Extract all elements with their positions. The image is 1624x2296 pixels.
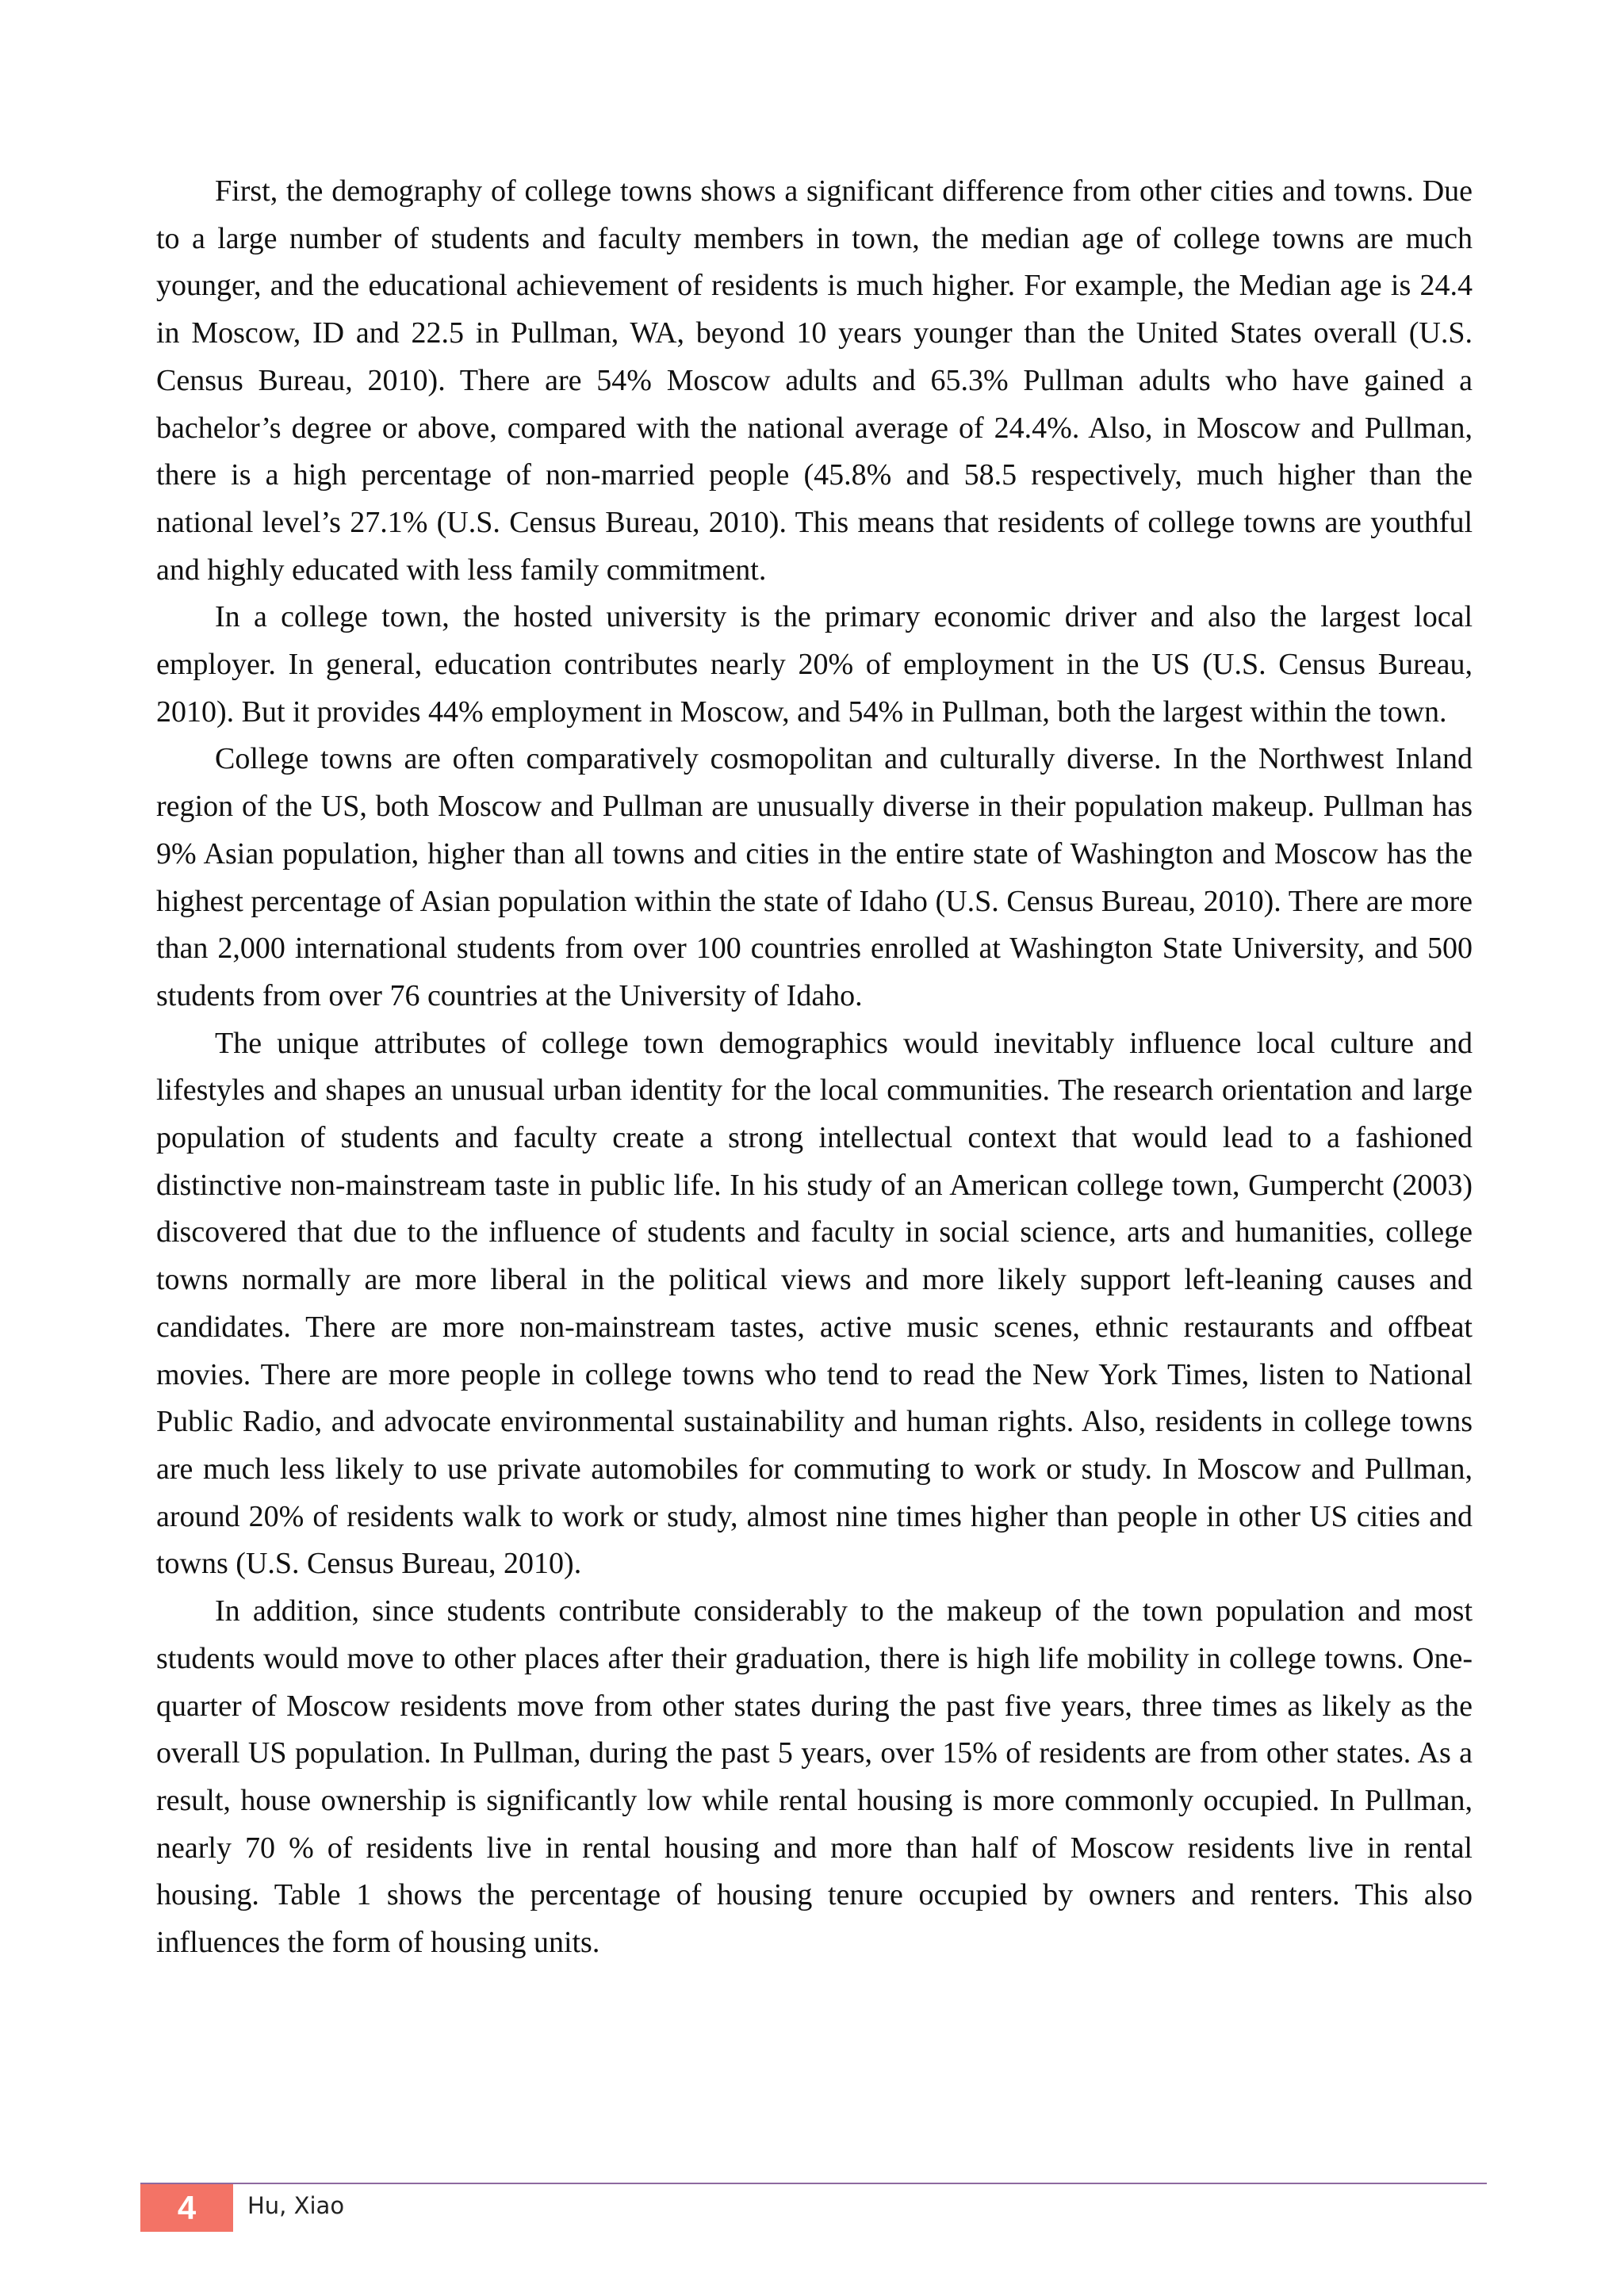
paragraph-diversity: College towns are often comparatively cosmopolitan and culturally diverse. In the Northwest Inland region of the US, both Moscow and Pullman are unusually diverse in their population makeup. Pullman has 9% Asian population, higher than all towns and cities in the entire state of Washington and Moscow has the highest percentage of Asian population within the state of Idaho (U.S. Census Bureau, 2010). There are more than 2,000 international students from over 100 countries enrolled at Washington State University, and 500 students from over 76 countries at the University of Idaho. — [156, 742, 1473, 1012]
page-number: 4 — [140, 2184, 233, 2232]
paragraph-demography: First, the demography of college towns shows a significant difference from other cities and towns. Due to a large number of students and faculty members in town, the median age of college towns are much younger, and the educational achievement of residents is much higher. For example, the Median age is 24.4 in Moscow, ID and 22.5 in Pullman, WA, beyond 10 years younger than the United States overall (U.S. Census Bureau, 2010). There are 54% Moscow adults and 65.3% Pullman adults who have gained a bachelor’s degree or above, compared with the national average of 24.4%. Also, in Moscow and Pullman, there is a high percentage of non-married people (45.8% and 58.5 respectively, much higher than the national level’s 27.1% (U.S. Census Bureau, 2010). This means that residents of college towns are youthful and highly educated with less family commitment. — [156, 174, 1473, 587]
footer-rule — [140, 2183, 1487, 2184]
body-text — [156, 168, 1473, 1967]
paragraph-mobility: In addition, since students contribute considerably to the makeup of the town population and most students would move to other places after their graduation, there is high life mobility in college towns. One-quarter of Moscow residents move from other states during the past five years, three times as likely as the overall US population. In Pullman, during the past 5 years, over 15% of residents are from other states. As a result, house ownership is significantly low while rental housing is more commonly occupied. In Pullman, nearly 70 % of residents live in rental housing and more than half of Moscow residents live in rental housing. Table 1 shows the percentage of housing tenure occupied by owners and renters. This also influences the form of housing units. — [156, 1594, 1473, 1960]
paragraph-culture: The unique attributes of college town demographics would inevitably influence local culture and lifestyles and shapes an unusual urban identity for the local communities. The research orientation and large population of students and faculty create a strong intellectual context that would lead to a fashioned distinctive non-mainstream taste in public life. In his study of an American college town, Gumpercht (2003) discovered that due to the influence of students and faculty in social science, arts and humanities, college towns normally are more liberal in the political views and more likely support left-leaning causes and candidates. There are more non-mainstream tastes, active music scenes, ethnic restaurants and offbeat movies. There are more people in college towns who tend to read the New York Times, listen to National Public Radio, and advocate environmental sustainability and human rights. Also, residents in college towns are much less likely to use private automobiles for commuting to work or study. In Moscow and Pullman, around 20% of residents walk to work or study, almost nine times higher than people in other US cities and towns (U.S. Census Bureau, 2010). — [156, 1026, 1473, 1581]
paragraph-economy: In a college town, the hosted university is the primary economic driver and also the largest local employer. In general, education contributes nearly 20% of employment in the US (U.S. Census Bureau, 2010). But it provides 44% employment in Moscow, and 54% in Pullman, both the largest within the town. — [156, 600, 1473, 729]
footer-author: Hu, Xiao — [247, 2192, 345, 2219]
